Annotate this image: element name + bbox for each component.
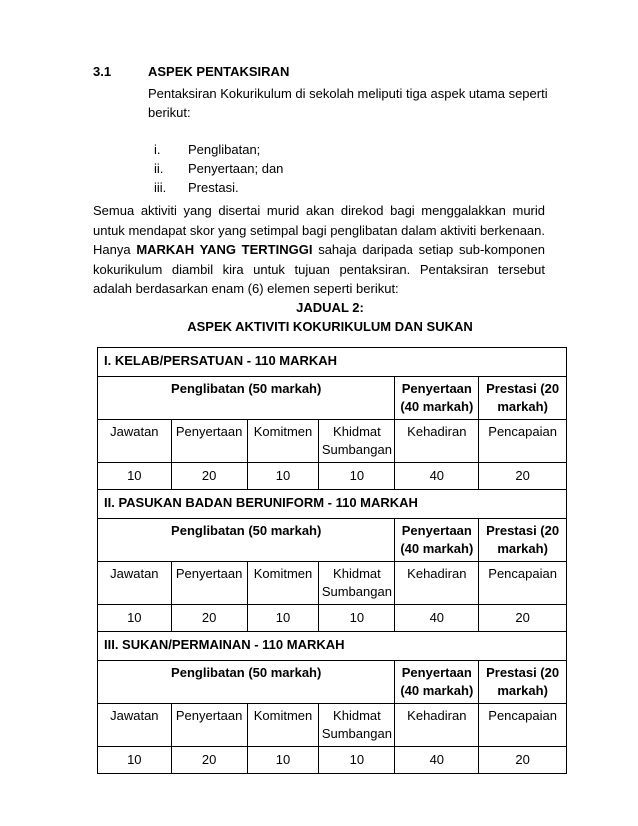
- list-text: Penyertaan; dan: [188, 161, 284, 176]
- value-cell: 20: [479, 747, 567, 774]
- section-title: ASPEK PENTAKSIRAN: [148, 64, 290, 79]
- list-item: [148, 140, 283, 159]
- section-title-cell: I. KELAB/PERSATUAN - 110 MARKAH: [98, 348, 567, 377]
- list-item: [148, 159, 283, 178]
- table-section-header-row: [98, 490, 567, 519]
- penyertaan-header: Penyertaan (40 markah): [395, 519, 479, 562]
- item-cell: Pencapaian: [479, 562, 567, 605]
- item-cell: Jawatan: [98, 420, 172, 463]
- table-caption-line2: ASPEK AKTIVITI KOKURIKULUM DAN SUKAN: [187, 319, 473, 334]
- table-caption-line1: JADUAL 2:: [296, 300, 364, 315]
- item-cell: Penyertaan: [171, 562, 247, 605]
- item-cell: Komitmen: [247, 704, 319, 747]
- value-cell: 20: [479, 463, 567, 490]
- value-cell: 20: [171, 605, 247, 632]
- prestasi-header: Prestasi (20 markah): [479, 377, 567, 420]
- value-cell: 10: [319, 463, 395, 490]
- item-cell: Kehadiran: [395, 562, 479, 605]
- list-text: Penglibatan;: [188, 142, 261, 157]
- value-cell: 10: [98, 463, 172, 490]
- value-cell: 20: [171, 747, 247, 774]
- table-category-row: [98, 519, 567, 562]
- activity-table: [97, 347, 567, 774]
- table-value-row: [98, 463, 567, 490]
- body-paragraph: [93, 201, 545, 299]
- item-cell: Penyertaan: [171, 420, 247, 463]
- aspect-list: [148, 140, 283, 197]
- list-number: iii.: [154, 180, 167, 195]
- table-value-row: [98, 747, 567, 774]
- table-item-row: [98, 704, 567, 747]
- item-cell: Khidmat Sumbangan: [319, 420, 395, 463]
- para-text-1: Semua aktiviti yang disertai murid akan direkod bagi menggalakkan murid untuk mendapat skor yang setimpal bagi penglibatan dalam aktiviti berkenaan. Hanya: [93, 203, 545, 257]
- value-cell: 10: [98, 605, 172, 632]
- section-intro: Pentaksiran Kokurikulum di sekolah meliputi tiga aspek utama seperti berikut:: [148, 86, 548, 120]
- prestasi-header: Prestasi (20 markah): [479, 661, 567, 704]
- prestasi-header: Prestasi (20 markah): [479, 519, 567, 562]
- section-title-cell: III. SUKAN/PERMAINAN - 110 MARKAH: [98, 632, 567, 661]
- item-cell: Kehadiran: [395, 704, 479, 747]
- penglibatan-header: Penglibatan (50 markah): [98, 661, 395, 704]
- value-cell: 20: [171, 463, 247, 490]
- item-cell: Kehadiran: [395, 420, 479, 463]
- value-cell: 10: [319, 747, 395, 774]
- table-value-row: [98, 605, 567, 632]
- table-category-row: [98, 661, 567, 704]
- value-cell: 10: [98, 747, 172, 774]
- table-caption: [93, 298, 567, 336]
- item-cell: Pencapaian: [479, 704, 567, 747]
- value-cell: 10: [247, 463, 319, 490]
- value-cell: 40: [395, 463, 479, 490]
- para-text-2: sahaja daripada setiap sub-komponen kokurikulum diambil kira untuk tujuan pentaksiran. Pentaksiran tersebut adalah berdasarkan enam (6) elemen seperti berikut:: [93, 242, 545, 296]
- item-cell: Penyertaan: [171, 704, 247, 747]
- value-cell: 10: [247, 605, 319, 632]
- item-cell: Jawatan: [98, 562, 172, 605]
- table-item-row: [98, 420, 567, 463]
- list-number: i.: [154, 142, 161, 157]
- table-item-row: [98, 562, 567, 605]
- value-cell: 40: [395, 605, 479, 632]
- item-cell: Komitmen: [247, 420, 319, 463]
- value-cell: 10: [319, 605, 395, 632]
- item-cell: Komitmen: [247, 562, 319, 605]
- item-cell: Khidmat Sumbangan: [319, 704, 395, 747]
- item-cell: Jawatan: [98, 704, 172, 747]
- table-section-header-row: [98, 632, 567, 661]
- value-cell: 10: [247, 747, 319, 774]
- item-cell: Pencapaian: [479, 420, 567, 463]
- list-text: Prestasi.: [188, 180, 239, 195]
- para-bold: MARKAH YANG TERTINGGI: [136, 242, 313, 257]
- list-item: [148, 178, 283, 197]
- penyertaan-header: Penyertaan (40 markah): [395, 661, 479, 704]
- table-section-header-row: [98, 348, 567, 377]
- table-category-row: [98, 377, 567, 420]
- penyertaan-header: Penyertaan (40 markah): [395, 377, 479, 420]
- penglibatan-header: Penglibatan (50 markah): [98, 519, 395, 562]
- section-title-cell: II. PASUKAN BADAN BERUNIFORM - 110 MARKAH: [98, 490, 567, 519]
- section-number: 3.1: [93, 64, 112, 79]
- value-cell: 40: [395, 747, 479, 774]
- list-number: ii.: [154, 161, 164, 176]
- value-cell: 20: [479, 605, 567, 632]
- penglibatan-header: Penglibatan (50 markah): [98, 377, 395, 420]
- item-cell: Khidmat Sumbangan: [319, 562, 395, 605]
